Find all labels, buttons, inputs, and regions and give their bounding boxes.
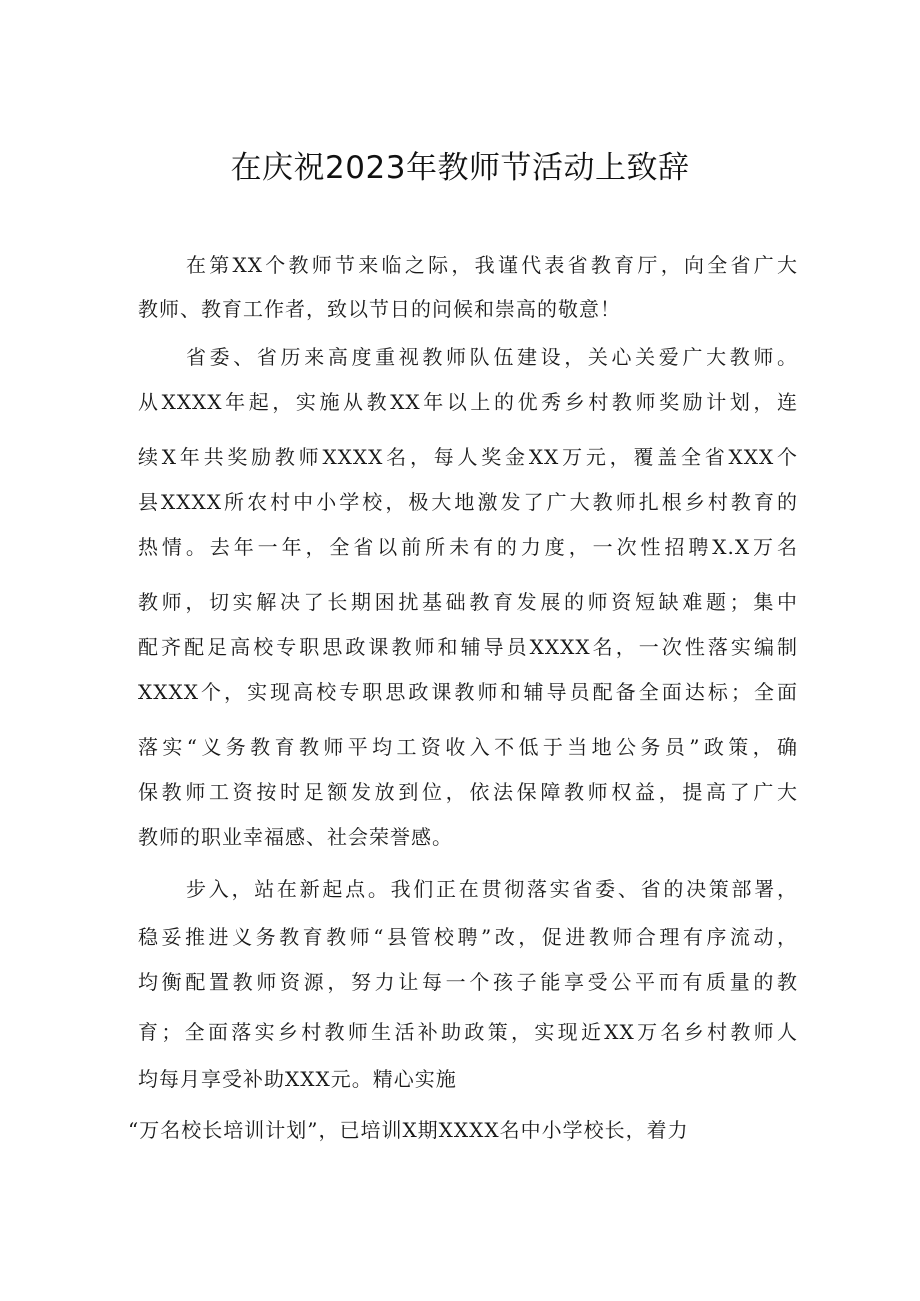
paragraph-line: 热情。去年一年，全省以前所未有的力度，一次性招聘X.X万名 [138,535,798,559]
paragraph-line: 步入，站在新起点。我们正在贯彻落实省委、省的决策部署， [186,877,798,901]
paragraph-line: 均每月享受补助XXX元。精心实施 [138,1067,457,1091]
paragraph-line: 在第XX个教师节来临之际，我谨代表省教育厅，向全省广大 [186,253,798,277]
paragraph-line: 育；全面落实乡村教师生活补助政策，实现近XX万名乡村教师人 [138,1020,798,1044]
paragraph-line: 续X年共奖励教师XXXX名，每人奖金XX万元，覆盖全省XXX个 [138,445,798,469]
paragraph-line: 均衡配置教师资源，努力让每一个孩子能享受公平而有质量的教 [138,970,798,994]
paragraph-line: 稳妥推进义务教育教师“县管校聘”改，促进教师合理有序流动， [138,925,798,949]
paragraph-line: XXXX个，实现高校专职思政课教师和辅导员配备全面达标；全面 [138,680,798,704]
paragraph-line: 教师、教育工作者，致以节日的问候和崇高的敬意！ [138,297,621,321]
paragraph-line: 省委、省历来高度重视教师队伍建设，关心关爱广大教师。 [186,345,798,369]
paragraph-line: 保教师工资按时足额发放到位，依法保障教师权益，提高了广大 [138,780,798,804]
document-title: 在庆祝2023年教师节活动上致辞 [230,150,690,186]
paragraph-line: “万名校长培训计划”，已培训X期XXXX名中小学校长，着力 [128,1118,689,1142]
paragraph-line: 从XXXX年起，实施从教XX年以上的优秀乡村教师奖励计划，连 [138,390,798,414]
paragraph-line: 县XXXX所农村中小学校，极大地激发了广大教师扎根乡村教育的 [138,490,798,514]
paragraph-line: 配齐配足高校专职思政课教师和辅导员XXXX名，一次性落实编制 [138,635,798,659]
paragraph-line: 教师，切实解决了长期困扰基础教育发展的师资短缺难题；集中 [138,590,798,614]
paragraph-line: 落实“义务教育教师平均工资收入不低于当地公务员”政策，确 [138,735,798,759]
paragraph-line: 教师的职业幸福感、社会荣誉感。 [138,825,453,849]
